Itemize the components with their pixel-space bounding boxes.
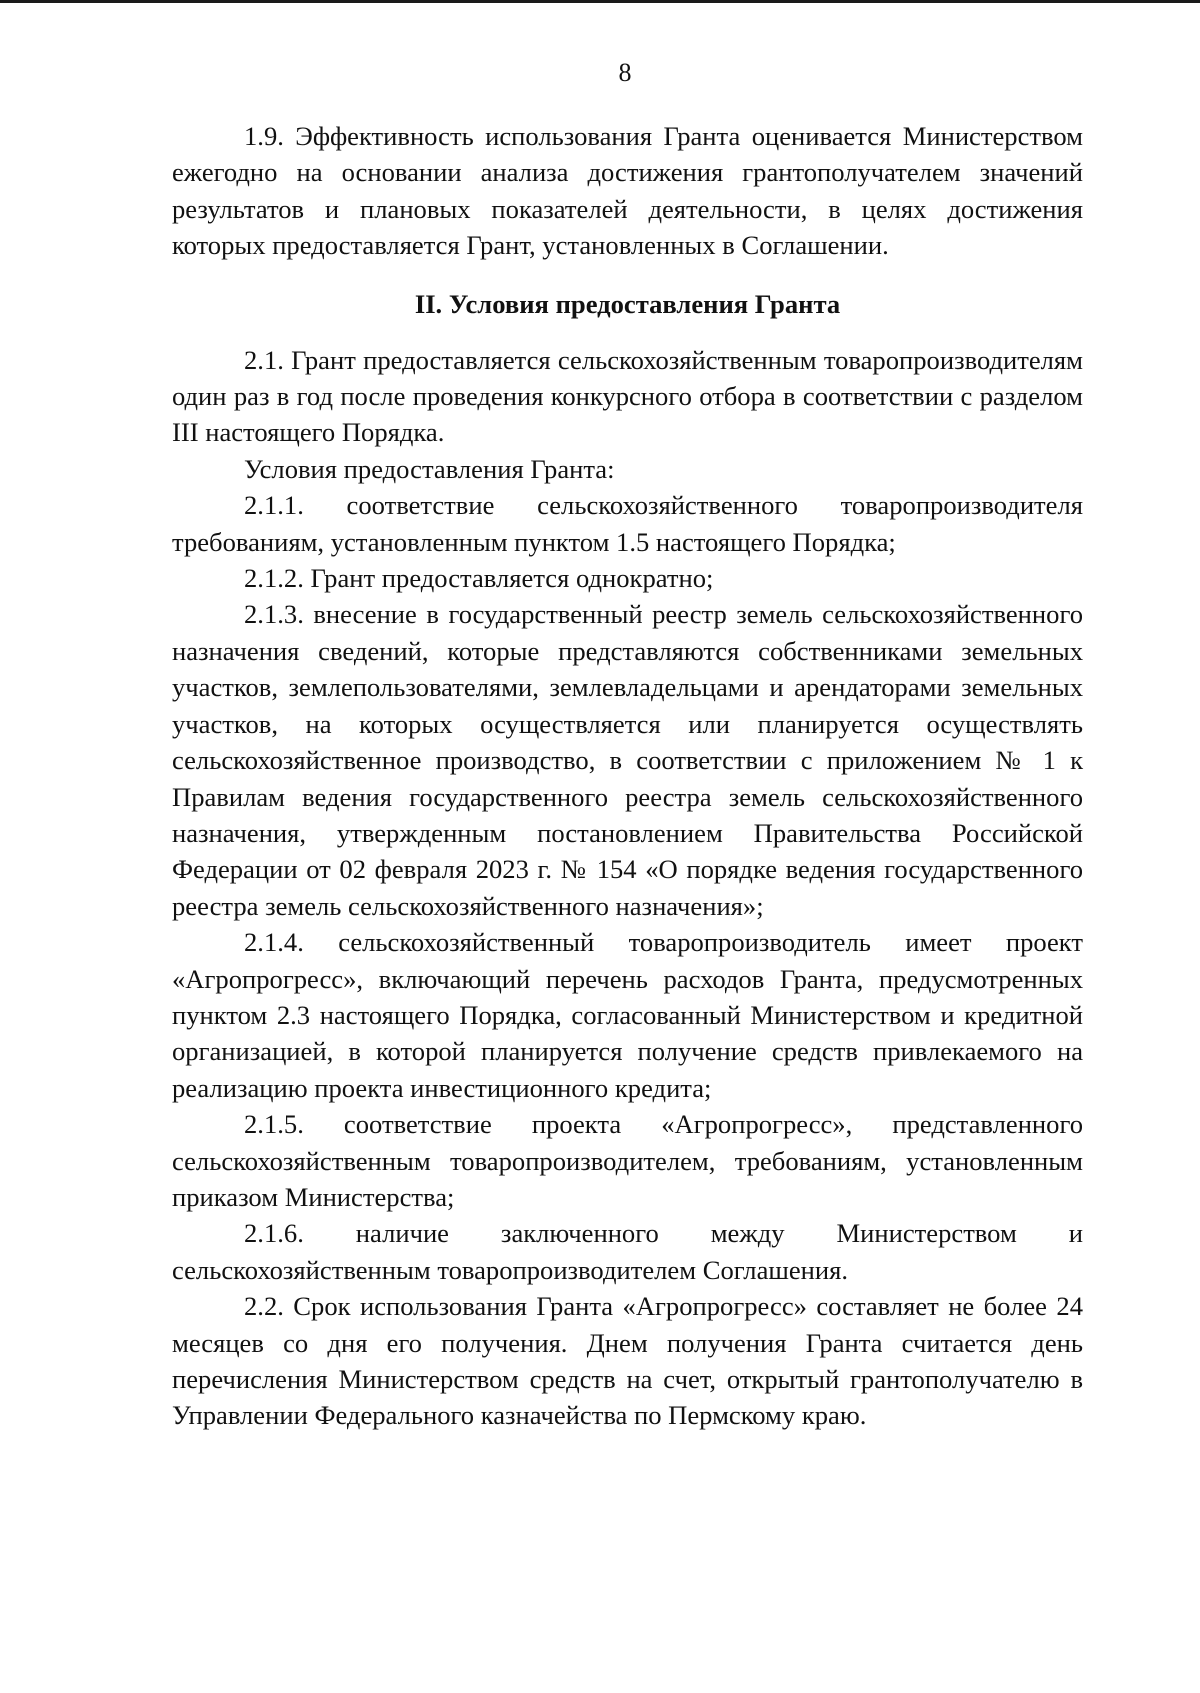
document-body <box>172 118 1083 1434</box>
paragraph-2-1-5: 2.1.5. соответствие проекта «Агропрогресс», представленного сельскохозяйственным товаропроизводителем, требованиям, установленным приказом Министерства; <box>172 1109 1083 1212</box>
paragraph-2-2: 2.2. Срок использования Гранта «Агропрогресс» составляет не более 24 месяцев со дня его получения. Днем получения Гранта считается день перечисления Министерством средств на счет, открытый грантополучателю в Управлении Федерального казначейства по Пермскому краю. <box>172 1291 1083 1431</box>
paragraph-2-1-6: 2.1.6. наличие заключенного между Министерством и сельскохозяйственным товаропроизводителем Соглашения. <box>172 1218 1083 1285</box>
paragraph-1-9: 1.9. Эффективность использования Гранта оценивается Министерством ежегодно на основании анализа достижения грантополучателем значений результатов и плановых показателей деятельности, в целях достижения которых предоставляется Грант, установленных в Соглашении. <box>172 121 1083 261</box>
paragraph-conditions-intro: Условия предоставления Гранта: <box>244 453 615 484</box>
paragraph-2-1-3: 2.1.3. внесение в государственный реестр земель сельскохозяйственного назначения сведений, которые представляются собственниками земельных участков, землепользователями, землевладельцами и арендаторами земельных участков, на которых осуществляется или планируется осуществлять сельскохозяйственное производство, в соответствии с приложением № 1 к Правилам ведения государственного реестра земель сельскохозяйственного назначения, утвержденным постановлением Правительства Российской Федерации от 02 февраля 2023 г. № 154 «О порядке ведения государственного реестра земель сельскохозяйственного назначения»; <box>172 599 1083 921</box>
section-title: II. Условия предоставления Гранта <box>414 288 841 319</box>
paragraph-2-1: 2.1. Грант предоставляется сельскохозяйственным товаропроизводителям один раз в год после проведения конкурсного отбора в соответствии с разделом III настоящего Порядка. <box>172 344 1083 448</box>
paragraph-2-1-4: 2.1.4. сельскохозяйственный товаропроизводитель имеет проект «Агропрогресс», включающий перечень расходов Гранта, предусмотренных пунктом 2.3 настоящего Порядка, согласованный Министерством и кредитной организацией, в которой планируется получение средств привлекаемого на реализацию проекта инвестиционного кредита; <box>172 927 1083 1103</box>
scan-top-edge <box>0 0 1200 3</box>
paragraph-2-1-1: 2.1.1. соответствие сельскохозяйственного товаропроизводителя требованиям, установленным пунктом 1.5 настоящего Порядка; <box>172 490 1083 557</box>
page-number: 8 <box>618 58 632 87</box>
paragraph-2-1-2: 2.1.2. Грант предоставляется однократно; <box>244 563 714 594</box>
